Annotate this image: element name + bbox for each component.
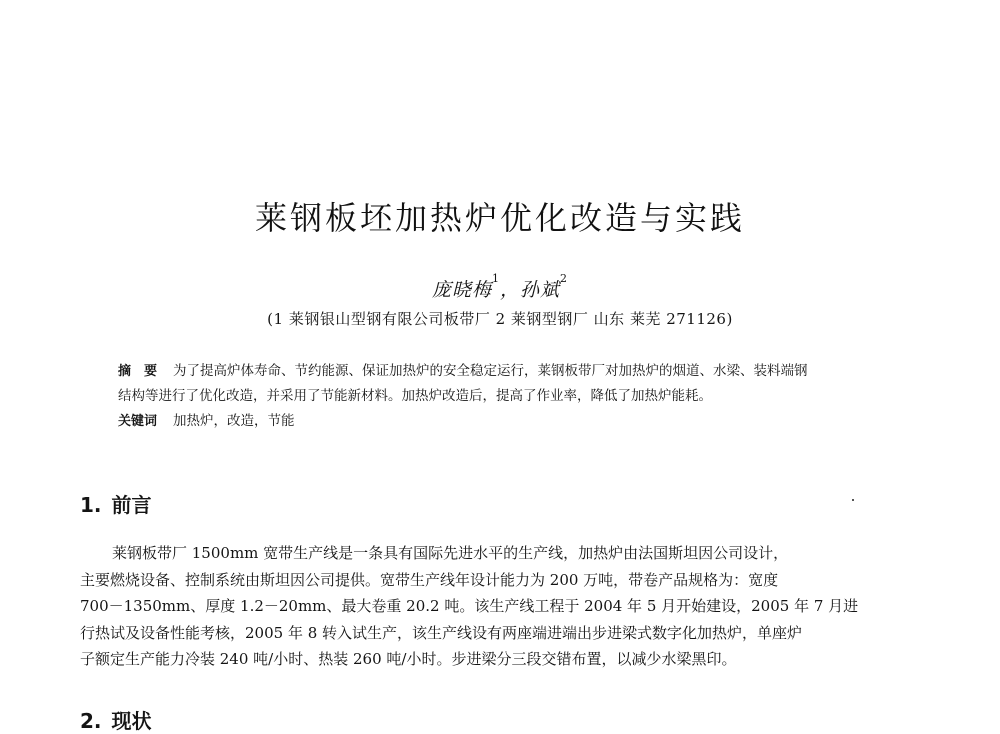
section-title: 前言 bbox=[111, 493, 152, 517]
author-separator: ， bbox=[499, 279, 520, 301]
section-heading bbox=[80, 705, 152, 734]
paragraph-line: 莱钢板带厂 1500mm 宽带生产线是一条具有国际先进水平的生产线，加热炉由法国斯坦因公司设计， bbox=[112, 544, 789, 562]
affiliation-marker: 1 bbox=[491, 272, 500, 285]
paragraph-line: 700－1350mm、厚度 1.2－20mm、最大卷重 20.2 吨。该生产线工程于 2004 年 5 月开始建设，2005 年 7 月进 bbox=[80, 597, 859, 615]
section-number: 1. bbox=[80, 493, 102, 517]
keywords-line bbox=[118, 409, 863, 434]
paragraph-line: 主要燃烧设备、控制系统由斯坦因公司提供。宽带生产线年设计能力为 200 万吨，带卷产品规格为：宽度 bbox=[80, 570, 779, 589]
section-heading bbox=[80, 489, 152, 518]
section-body bbox=[80, 540, 920, 673]
abstract-block bbox=[118, 359, 863, 434]
keywords-text: 加热炉，改造，节能 bbox=[173, 413, 295, 429]
keywords-label: 关键词 bbox=[118, 414, 158, 429]
abstract-label: 摘 要 bbox=[118, 364, 158, 379]
author-name: 孙斌 bbox=[520, 279, 561, 301]
paragraph-line: 行热试及设备性能考核，2005 年 8 转入试生产，该生产线设有两座端进端出步进梁式数字化加热炉，单座炉 bbox=[80, 623, 803, 642]
paper-title: 莱钢板坯加热炉优化改造与实践 bbox=[254, 199, 745, 237]
author-line bbox=[0, 272, 1000, 302]
section-title: 现状 bbox=[111, 709, 152, 733]
abstract-text: 为了提高炉体寿命、节约能源、保证加热炉的安全稳定运行，莱钢板带厂对加热炉的烟道、水梁、装料端钢 bbox=[173, 363, 808, 379]
paragraph-line: 子额定生产能力冷装 240 吨/小时、热装 260 吨/小时。步进梁分三段交错布置，以减少水梁黑印。 bbox=[80, 650, 737, 668]
affiliation: (1 莱钢银山型钢有限公司板带厂 2 莱钢型钢厂 山东 莱芜 271126) bbox=[267, 310, 733, 328]
author-name: 庞晓梅 bbox=[431, 279, 492, 301]
abstract-line: 结构等进行了优化改造，并采用了节能新材料。加热炉改造后，提高了作业率，降低了加热炉能耗。 bbox=[118, 388, 712, 404]
abstract-line bbox=[118, 359, 863, 384]
affiliation-marker: 2 bbox=[560, 272, 569, 285]
scan-speck bbox=[852, 499, 854, 501]
section-number: 2. bbox=[80, 709, 102, 733]
